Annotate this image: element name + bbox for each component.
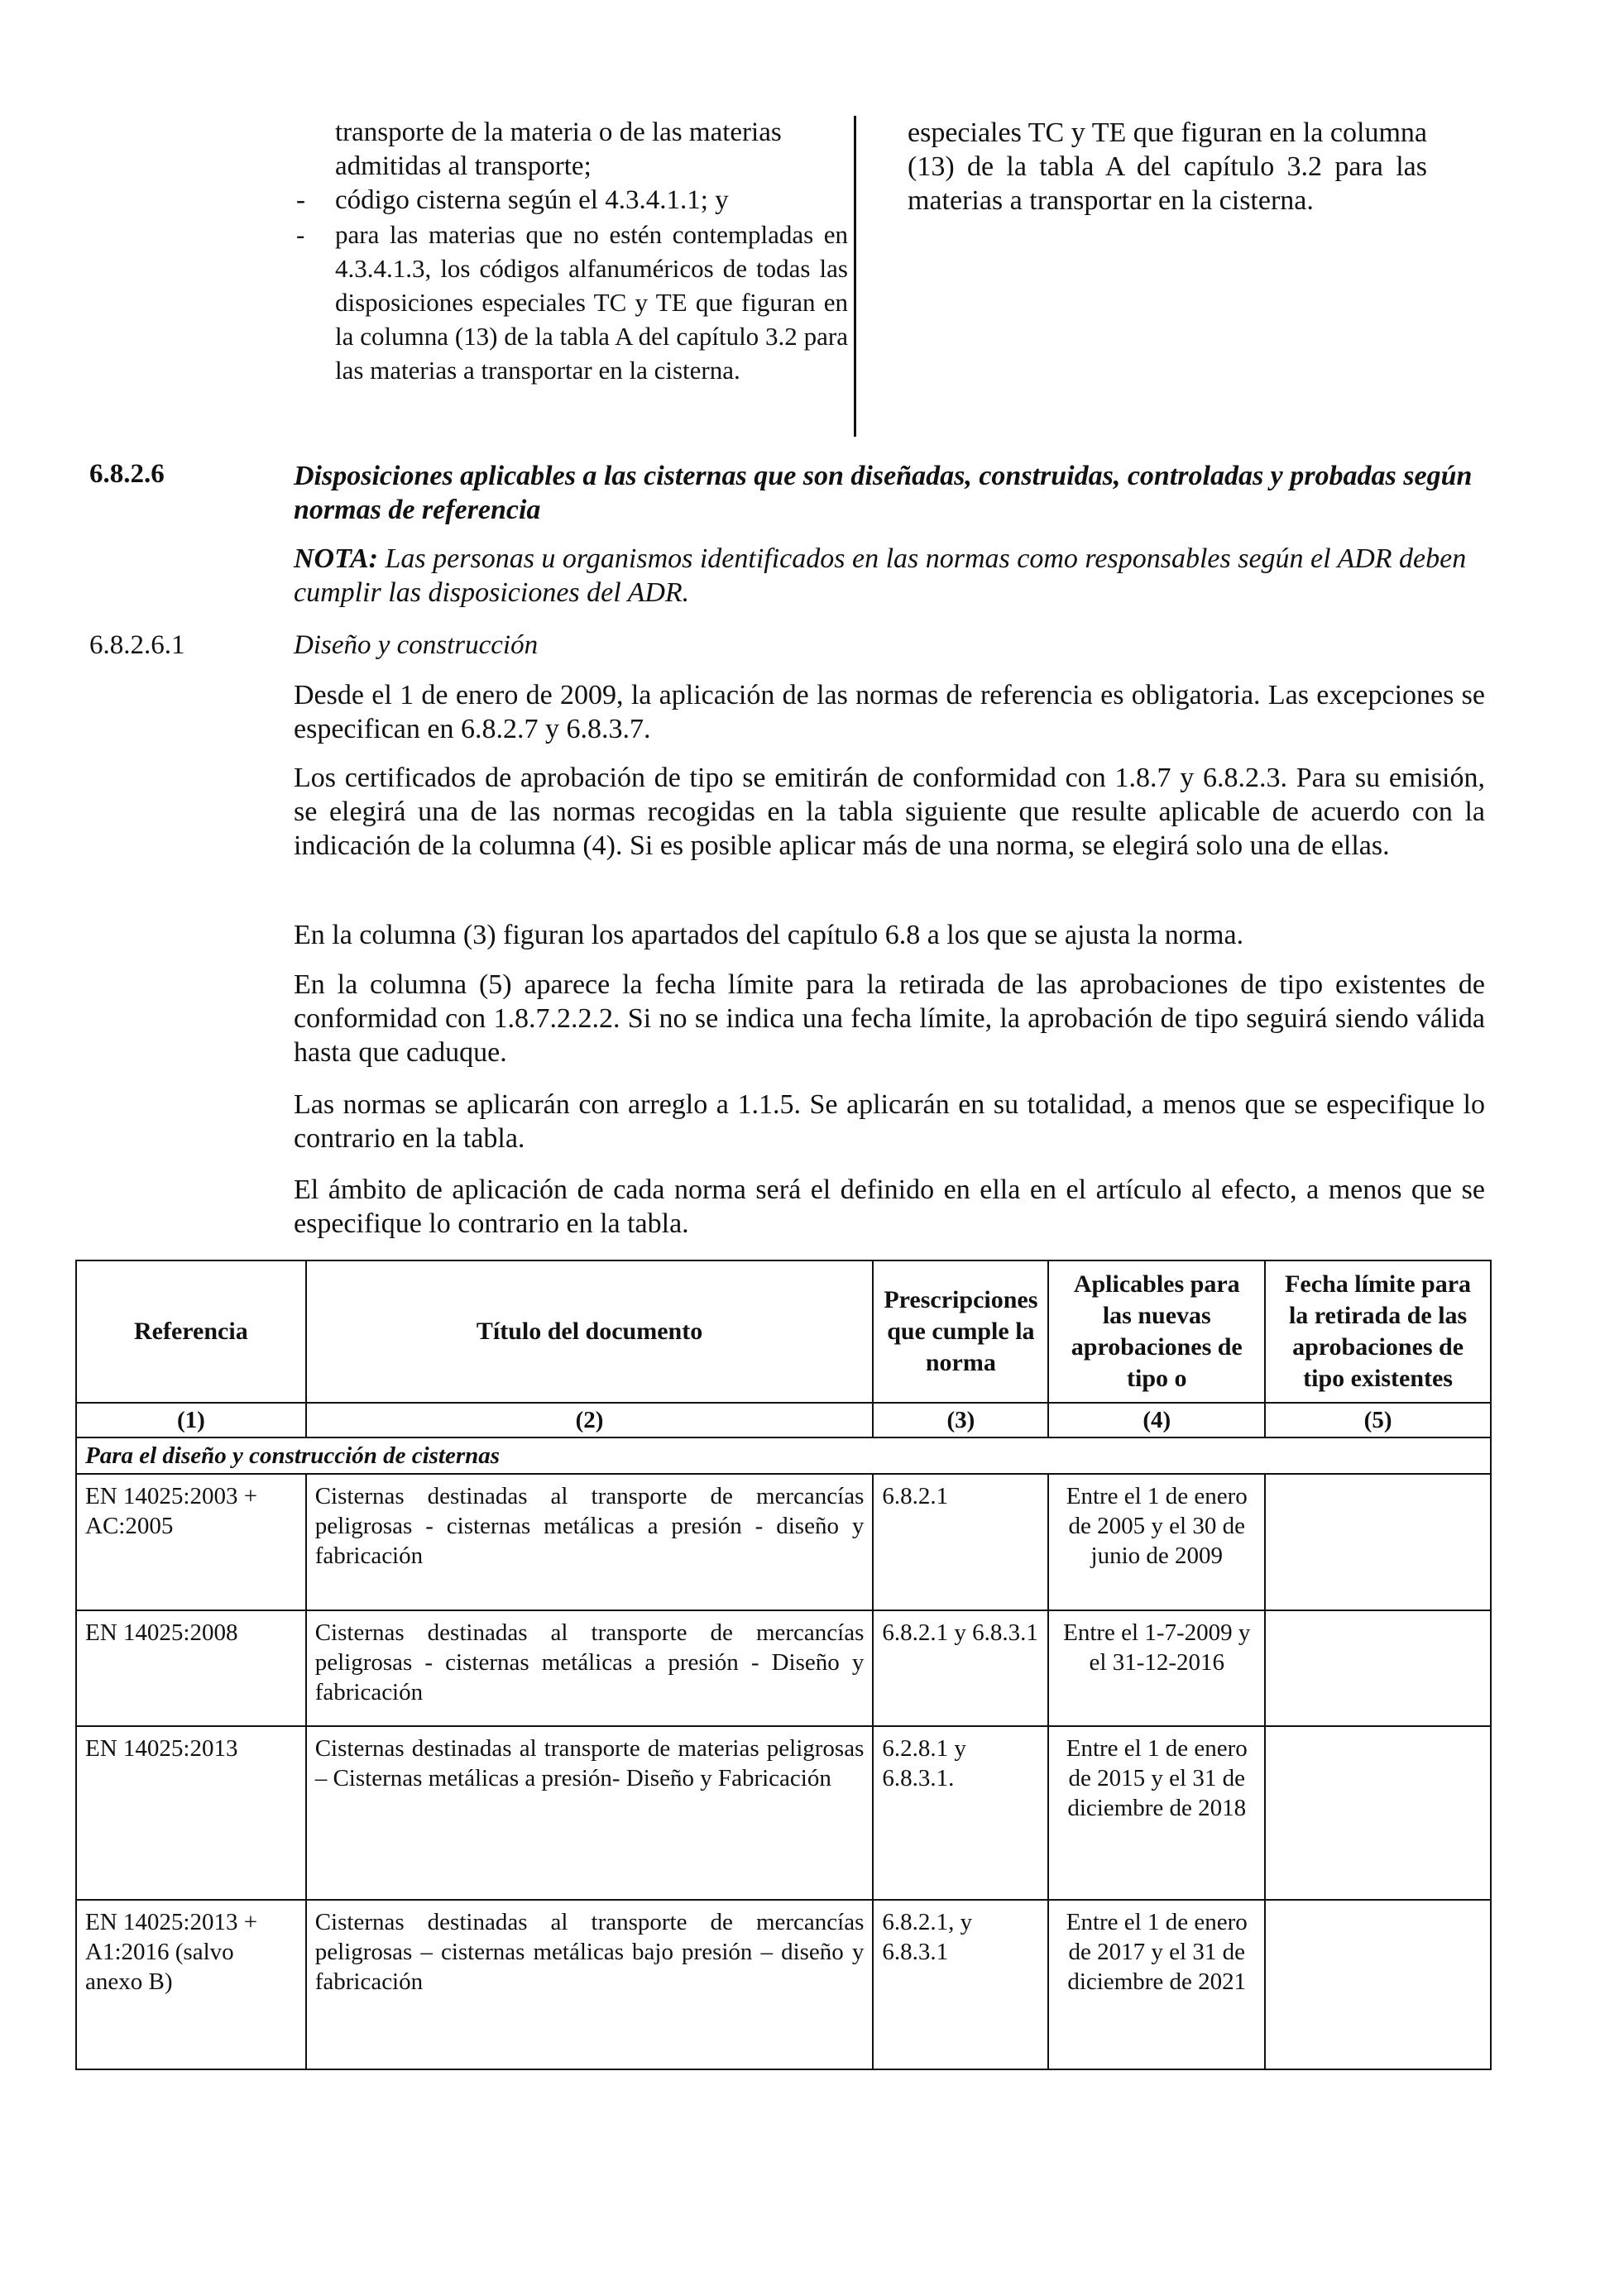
note — [294, 542, 1485, 610]
left-line-2: admitidas al transporte; — [335, 151, 592, 181]
table-row — [76, 1900, 1491, 2069]
column-number: (4) — [1048, 1403, 1265, 1437]
cell-deadline — [1265, 1726, 1491, 1900]
cell-applicable: Entre el 1 de enero de 2015 y el 31 de diciembre de 2018 — [1048, 1726, 1265, 1900]
header-reference: Referencia — [76, 1260, 306, 1403]
column-divider — [854, 116, 856, 437]
cell-title: Cisternas destinadas al transporte de mercancías peligrosas – cisternas metálicas bajo presión – diseño y fabricación — [306, 1900, 874, 2069]
cell-applicable: Entre el 1-7-2009 y el 31-12-2016 — [1048, 1610, 1265, 1726]
cell-reference: EN 14025:2008 — [76, 1610, 306, 1726]
header-applicable: Aplicables para las nuevas aprobaciones de tipo o — [1048, 1260, 1265, 1403]
bullet-text: código cisterna según el 4.3.4.1.1; y — [335, 185, 729, 215]
paragraph: En la columna (5) aparece la fecha límite para la retirada de las aprobaciones de tipo existentes de conformidad con 1.8.7.2.2.2. Si no se indica una fecha límite, la aprobación de tipo seguirá siendo válida hasta que caduque. — [294, 969, 1485, 1068]
bullet-item — [296, 218, 848, 387]
subsection-title: Diseño y construcción — [294, 630, 539, 660]
header-title: Título del documento — [306, 1260, 874, 1403]
left-column — [296, 116, 848, 387]
cell-prescriptions: 6.8.2.1, y 6.8.3.1 — [873, 1900, 1048, 2069]
header-prescriptions: Prescripciones que cumple la norma — [873, 1260, 1048, 1403]
cell-deadline — [1265, 1474, 1491, 1610]
table-section-row — [76, 1437, 1491, 1474]
cell-reference: EN 14025:2003 + AC:2005 — [76, 1474, 306, 1610]
table-header-row — [76, 1260, 1491, 1403]
paragraph: El ámbito de aplicación de cada norma será el definido en ella en el artículo al efecto, a menos que se especifique lo contrario en la tabla. — [294, 1174, 1485, 1239]
paragraph: Las normas se aplicarán con arreglo a 1.1.5. Se aplicarán en su totalidad, a menos que se especifique lo contrario en la tabla. — [294, 1089, 1485, 1154]
column-number: (5) — [1265, 1403, 1491, 1437]
standards-table — [75, 1260, 1492, 2070]
paragraph: Desde el 1 de enero de 2009, la aplicación de las normas de referencia es obligatoria. Las excepciones se especifican en 6.8.2.7 y 6.8.3.7. — [294, 680, 1485, 744]
column-number-row — [76, 1403, 1491, 1437]
column-number: (2) — [306, 1403, 874, 1437]
paragraph: Los certificados de aprobación de tipo se emitirán de conformidad con 1.8.7 y 6.8.2.3. Para su emisión, se elegirá una de las normas recogidas en la tabla siguiente que resulte aplicable de acuerdo con la indicación de la columna (4). Si es posible aplicar más de una norma, se elegirá solo una de ellas. — [294, 763, 1485, 861]
table-row — [76, 1610, 1491, 1726]
cell-reference: EN 14025:2013 + A1:2016 (salvo anexo B) — [76, 1900, 306, 2069]
cell-prescriptions: 6.8.2.1 y 6.8.3.1 — [873, 1610, 1048, 1726]
cell-deadline — [1265, 1610, 1491, 1726]
cell-title: Cisternas destinadas al transporte de materias peligrosas – Cisternas metálicas a presión- Diseño y Fabricación — [306, 1726, 874, 1900]
dash-marker: - — [296, 185, 305, 215]
cell-deadline — [1265, 1900, 1491, 2069]
continued-text-columns — [296, 116, 1427, 438]
cell-prescriptions: 6.2.8.1 y 6.8.3.1. — [873, 1726, 1048, 1900]
column-number: (3) — [873, 1403, 1048, 1437]
table-row — [76, 1726, 1491, 1900]
cell-applicable: Entre el 1 de enero de 2017 y el 31 de diciembre de 2021 — [1048, 1900, 1265, 2069]
cell-applicable: Entre el 1 de enero de 2005 y el 30 de junio de 2009 — [1048, 1474, 1265, 1610]
table-row — [76, 1474, 1491, 1610]
cell-reference: EN 14025:2013 — [76, 1726, 306, 1900]
table-section-label: Para el diseño y construcción de cisternas — [76, 1437, 1491, 1474]
cell-title: Cisternas destinadas al transporte de mercancías peligrosas - cisternas metálicas a presión - diseño y fabricación — [306, 1474, 874, 1610]
header-deadline: Fecha límite para la retirada de las aprobaciones de tipo existentes — [1265, 1260, 1491, 1403]
left-line-1: transporte de la materia o de las materias — [335, 117, 782, 147]
dash-marker: - — [296, 220, 305, 249]
note-text: Las personas u organismos identificados en las normas como responsables según el ADR deben cumplir las disposiciones del ADR. — [294, 543, 1467, 608]
section-title: Disposiciones aplicables a las cisternas que son diseñadas, construidas, controladas y probadas según normas de referencia — [294, 461, 1473, 525]
bullet-text: para las materias que no estén contempladas en 4.3.4.1.3, los códigos alfanuméricos de todas las disposiciones especiales TC y TE que figuran en la columna (13) de la tabla A del capítulo 3.2 para las materias a transportar en la cisterna. — [335, 220, 848, 385]
bullet-item — [296, 184, 848, 218]
cell-title: Cisternas destinadas al transporte de mercancías peligrosas - cisternas metálicas a presión - Diseño y fabricación — [306, 1610, 874, 1726]
section-number: 6.8.2.6 — [89, 459, 165, 489]
note-label: NOTA: — [294, 543, 378, 574]
cell-prescriptions: 6.8.2.1 — [873, 1474, 1048, 1610]
paragraph: En la columna (3) figuran los apartados del capítulo 6.8 a los que se ajusta la norma. — [294, 920, 1244, 950]
column-number: (1) — [76, 1403, 306, 1437]
right-column-text: especiales TC y TE que figuran en la columna (13) de la tabla A del capítulo 3.2 para las materias a transportar en la cisterna. — [908, 117, 1427, 216]
subsection-number: 6.8.2.6.1 — [89, 630, 185, 660]
